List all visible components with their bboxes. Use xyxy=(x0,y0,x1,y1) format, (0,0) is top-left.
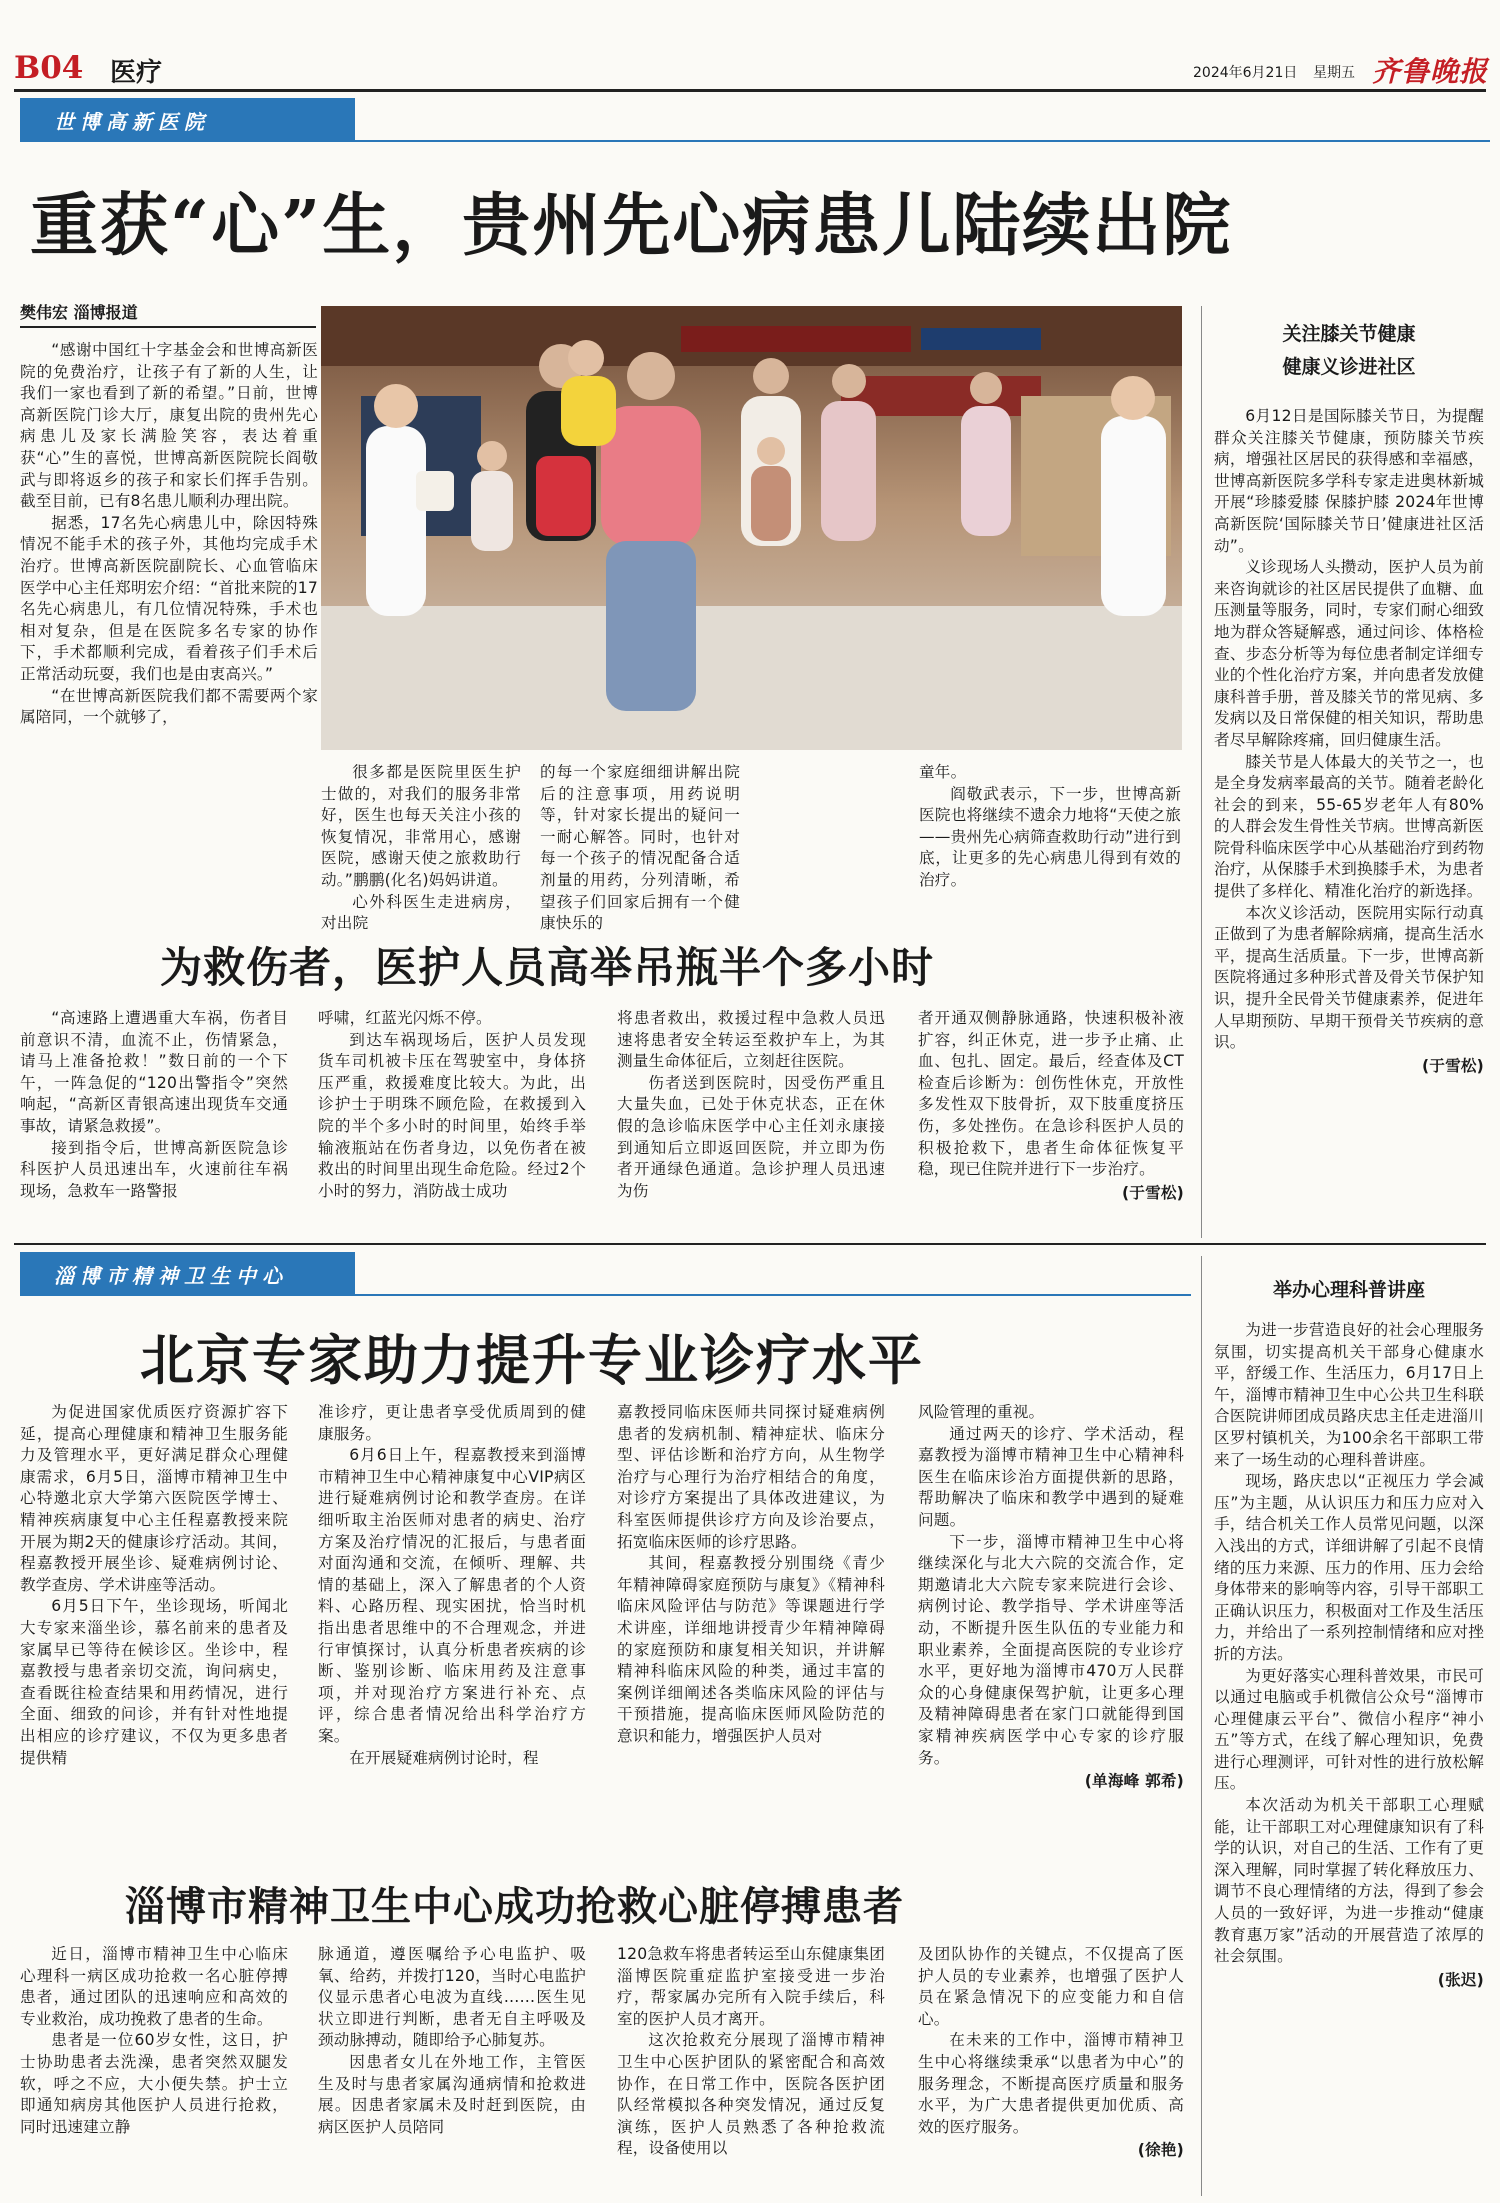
article-column: 童年。 阎敬武表示，下一步，世博高新医院也将继续不遗余力地将“天使之旅——贵州先心病筛查救助行动”进行到底，让更多的先心病患儿得到有效的治疗。 xyxy=(919,763,1181,889)
article-column: 近日，淄博市精神卫生中心临床心理科一病区成功抢救一名心脏停搏患者，通过团队的迅速响应和高效的专业救治，成功挽救了患者的生命。 患者是一位60岁女性，这日，护士协助患者去洗澡，患者突然双腿发软，呼之不应，大小便失禁。护士立即通知病房其他医护人员进行抢救，同时迅速建立静 xyxy=(20,1945,288,2136)
photo-illustration xyxy=(321,306,1182,750)
article-column: “感谢中国红十字基金会和世博高新医院的免费治疗，让孩子有了新的人生，让我们一家也看到了新的希望。”日前，世博高新医院门诊大厅，康复出院的贵州先心病患儿及家长满脸笑容，表达着重获“心”生的喜悦，世博高新医院院长阎敬武与即将返乡的孩子和家长们挥手告别。截至目前，已有8名患儿顺利办理出院。 据悉，17名先心病患儿中，除因特殊情况不能手术的孩子外，其他均完成手术治疗。世博高新医院副院长、心血管临床医学中心主任郑明宏介绍：“首批来院的17名先心病患儿，有几位情况特殊，手术也相对复杂，但是在医院多名专家的协作下，手术都顺利完成，看着孩子们手术后正常活动玩耍，我们也是由衷高兴。” “在世博高新医院我们都不需要两个家属陪同，一个就够了， xyxy=(20,341,318,727)
sidebar-article: 6月12日是国际膝关节日，为提醒群众关注膝关节健康，预防膝关节疾病，增强社区居民的获得感和幸福感，世博高新医院多学科专家走进奥林新城开展“珍膝爱膝 保膝护膝 2024年世博高新医院‘国际膝关节日’健康进社区活动”。 义诊现场人头攒动，医护人员为前来咨询就诊的社区居民提供了血糖、血压测量等服务，同时，专家们耐心细致地为群众答疑解惑，通过问诊、体格检查、步态分析等为每位患者制定详细专业的个性化治疗方案，并向患者发放健康科普手册，普及膝关节的常见病、多发病以及日常保健的相关知识，帮助患者尽早解除疼痛，回归健康生活。 膝关节是人体最大的关节之一，也是全身发病率最高的关节。随着老龄化社会的到来，55-65岁老年人有80%的人群会发生骨性关节病。世博高新医院骨科临床医学中心从基础治疗到药物治疗，从保膝手术到换膝手术，为患者提供了多样化、精准化治疗的新选择。 本次义诊活动，医院用实际行动真正做到了为患者解除病痛，提高生活水平，提高生活质量。下一步，世博高新医院将通过多种形式普及骨关节保护知识，提升全民骨关节健康素养，促进年人早期预防、早期干预骨关节疾病的意识。 (于雪松) xyxy=(1214,406,1484,1077)
issue-date: 2024年6月21日 xyxy=(1193,65,1298,81)
story-headline: 北京专家助力提升专业诊疗水平 xyxy=(140,1328,924,1392)
article-column: 120急救车将患者转运至山东健康集团淄博医院重症监护室接受进一步治疗，帮家属办完所有入院手续后，科室的医护人员才离开。 这次抢救充分展现了淄博市精神卫生中心医护团队的紧密配合和高效协作，在日常工作中，医院各医护团队经常模拟各种突发情况，通过反复演练，医护人员熟悉了各种抢救流程，设备使用以 xyxy=(617,1945,885,2158)
header-rule xyxy=(14,89,1486,92)
section-rule xyxy=(14,1243,1486,1245)
article-column: 将患者救出，救援过程中急救人员迅速将患者安全转运至救护车上，为其测量生命体征后，立刻赶往医院。 伤者送到医院时，因受伤严重且大量失血，已处于休克状态，正在休假的急诊临床医学中心主任刘永康接到通知后立即返回医院，并立即为伤者开通绿色通道。急诊护理人员迅速为伤 xyxy=(617,1009,885,1200)
article-column: 及团队协作的关键点，不仅提高了医护人员的专业素养，也增强了医护人员在紧急情况下的应变能力和自信心。 在未来的工作中，淄博市精神卫生中心将继续秉承“以患者为中心”的服务理念，不断提高医疗质量和服务水平，为广大患者提供更加优质、高效的医疗服务。 (徐艳) xyxy=(918,1944,1184,2162)
author-sign: (张迟) xyxy=(1437,1970,1484,1989)
article-column: 嘉教授同临床医师共同探讨疑难病例患者的发病机制、精神症状、临床分型、评估诊断和治疗方向，从生物学治疗与心理行为治疗相结合的角度，对诊疗方案提出了具体改进建议，为科室医师提供诊疗方向及诊治要点，拓宽临床医师的诊疗思路。 其间，程嘉教授分别围绕《青少年精神障碍家庭预防与康复》《精神科临床风险评估与防范》等课题进行学术讲座，详细地讲授青少年精神障碍的家庭预防和康复相关知识，并讲解精神科临床风险的种类，通过丰富的案例详细阐述各类临床风险的评估与干预措施，提高临床医师风险防范的意识和能力，增强医护人员对 xyxy=(617,1403,885,1745)
discharge-photo xyxy=(321,306,1182,750)
column-divider xyxy=(1201,306,1202,1238)
section-banner-shibo: 世博高新医院 xyxy=(20,98,355,142)
column-divider xyxy=(1201,1256,1202,2196)
article-column: “高速路上遭遇重大车祸，伤者目前意识不清，血流不止，伤情紧急，请马上准备抢救！”数日前的一个下午，一阵急促的“120出警指令”突然响起，“高新区青银高速出现货车交通事故，请紧急救援”。 接到指令后，世博高新医院急诊科医护人员迅速出车，火速前往车祸现场，急救车一路警报 xyxy=(20,1009,288,1200)
author-sign: (单海峰 郭希) xyxy=(1084,1772,1184,1791)
main-headline: 重获“心”生，贵州先心病患儿陆续出院 xyxy=(30,186,1233,266)
section-title: 医疗 xyxy=(110,58,163,88)
author-sign: (于雪松) xyxy=(1121,1183,1184,1202)
section-banner-zibo: 淄博市精神卫生中心 xyxy=(20,1252,355,1296)
banner-rule xyxy=(355,1294,1191,1296)
article-column: 脉通道，遵医嘱给予心电监护、吸氧、给药，并拨打120，当时心电监护仪显示患者心电波为直线……医生见状立即进行判断，患者无自主呼吸及颈动脉搏动，随即给予心肺复苏。 因患者女儿在外地工作，主管医生及时与患者家属沟通病情和抢救进展。因患者家属未及时赶到医院，由病区医护人员陪同 xyxy=(318,1945,586,2136)
article-column: 风险管理的重视。 通过两天的诊疗、学术活动，程嘉教授为淄博市精神卫生中心精神科医生在临床诊治方面提供新的思路，帮助解决了临床和教学中遇到的疑难问题。 下一步，淄博市精神卫生中心将继续深化与北大六院的交流合作，定期邀请北大六院专家来院进行会诊、病例讨论、教学指导、学术讲座等活动，不断提升医生队伍的专业能力和职业素养，全面提高医院的专业诊疗水平，更好地为淄博市470万人民群众的心身健康保驾护航，让更多心理及精神障碍患者在家门口就能得到国家精神疾病医学中心专家的诊疗服务。 (单海峰 郭希) xyxy=(918,1402,1184,1793)
byline-rule xyxy=(20,326,316,328)
author-sign: (于雪松) xyxy=(1421,1056,1484,1075)
sidebar-title: 关注膝关节健康 健康义诊进社区 xyxy=(1282,323,1416,378)
banner-rule xyxy=(355,140,1490,142)
paper-masthead: 齐鲁晚报 xyxy=(1372,55,1489,88)
article-column: 呼啸，红蓝光闪烁不停。 到达车祸现场后，医护人员发现货车司机被卡压在驾驶室中，身体挤压严重，救援难度比较大。为此，出诊护士于明珠不顾危险，在救援到入院的半个多小时的时间里，始终手举输液瓶站在伤者身边，以免伤者在被救出的时间里出现生命危险。经过2个小时的努力，消防战士成功 xyxy=(318,1009,586,1200)
author-sign: (徐艳) xyxy=(1137,2141,1184,2160)
article-column: 很多都是医院里医生护士做的，对我们的服务非常好，医生也每天关注小孩的恢复情况，非常用心，感谢医院，感谢天使之旅救助行动。”鹏鹏(化名)妈妈讲道。 心外科医生走进病房，对出院 xyxy=(321,763,521,933)
page-number: B04 xyxy=(14,50,84,86)
article-column: 的每一个家庭细细讲解出院后的注意事项，用药说明等，针对家长提出的疑问一一耐心解答。同时，也针对每一个孩子的情况配备合适剂量的用药，分列清晰，希望孩子们回家后拥有一个健康快乐的 xyxy=(540,763,740,933)
article-column: 准诊疗，更让患者享受优质周到的健康服务。 6月6日上午，程嘉教授来到淄博市精神卫生中心精神康复中心VIP病区进行疑难病例讨论和教学查房。在详细听取主治医师对患者的病史、治疗方案及治疗情况的汇报后，与患者面对面沟通和交流，在倾听、理解、共情的基础上，深入了解患者的个人资料、心路历程、现实困扰，恰当时机指出患者思维中的不合理观念，并进行审慎探讨，认真分析患者疾病的诊断、鉴别诊断、临床用药及注意事项，并对现治疗方案进行补充、点评，综合患者情况给出科学治疗方案。 在开展疑难病例讨论时，程 xyxy=(318,1403,586,1767)
issue-weekday: 星期五 xyxy=(1313,65,1355,81)
article-column: 为促进国家优质医疗资源扩容下延，提高心理健康和精神卫生服务能力及管理水平，更好满足群众心理健康需求，6月5日，淄博市精神卫生中心特邀北京大学第六医院医学博士、精神疾病康复中心主任程嘉教授来院开展为期2天的健康诊疗活动。其间，程嘉教授开展坐诊、疑难病例讨论、教学查房、学术讲座等活动。 6月5日下午，坐诊现场，听闻北大专家来淄坐诊，慕名前来的患者及家属早已等待在候诊区。坐诊中，程嘉教授与患者亲切交流，询问病史，查看既往检查结果和用药情况，进行全面、细致的问诊，并有针对性地提出相应的诊疗建议，不仅为更多患者提供精 xyxy=(20,1403,288,1767)
article-column: 者开通双侧静脉通路，快速积极补液扩容，纠正休克，进一步予止痛、止血、包扎、固定。最后，经查体及CT检查后诊断为：创伤性休克，开放性多发性双下肢骨折，双下肢重度挤压伤，多处挫伤。在急诊科医护人员的积极抢救下，患者生命体征恢复平稳，现已住院并进行下一步治疗。 (于雪松) xyxy=(918,1008,1184,1204)
sidebar-article: 为进一步营造良好的社会心理服务氛围，切实提高机关干部身心健康水平，舒缓工作、生活压力，6月17日上午，淄博市精神卫生中心公共卫生科联合医院讲师团成员路庆忠主任走进淄川区罗村镇机关，为100余名干部职工带来了一场生动的心理科普讲座。 现场，路庆忠以“正视压力 学会减压”为主题，从认识压力和压力应对入手，结合机关工作人员常见问题，以深入浅出的方式，详细讲解了引起不良情绪的压力来源、压力的作用、压力会给身体带来的影响等内容，引导干部职工正确认识压力，积极面对工作及生活压力，并给出了一系列控制情绪和应对挫折的方法。 为更好落实心理科普效果，市民可以通过电脑或手机微信公众号“淄博市心理健康云平台”、微信小程序“神小五”等方式，在线了解心理知识，免费进行心理测评，可针对性的进行放松解压。 本次活动为机关干部职工心理赋能，让干部职工对心理健康知识有了科学的认识，对自己的生活、工作有了更深入理解，同时掌握了转化释放压力、调节不良心理情绪的方法，得到了参会人员的一致好评，为进一步推动“健康教育惠万家”活动的开展营造了浓厚的社会氛围。 (张迟) xyxy=(1214,1320,1484,1991)
sidebar-title: 举办心理科普讲座 xyxy=(1272,1279,1425,1301)
story-headline: 为救伤者，医护人员高举吊瓶半个多小时 xyxy=(160,943,935,992)
story-headline: 淄博市精神卫生中心成功抢救心脏停搏患者 xyxy=(125,1883,904,1930)
byline: 樊伟宏 淄博报道 xyxy=(20,303,138,322)
